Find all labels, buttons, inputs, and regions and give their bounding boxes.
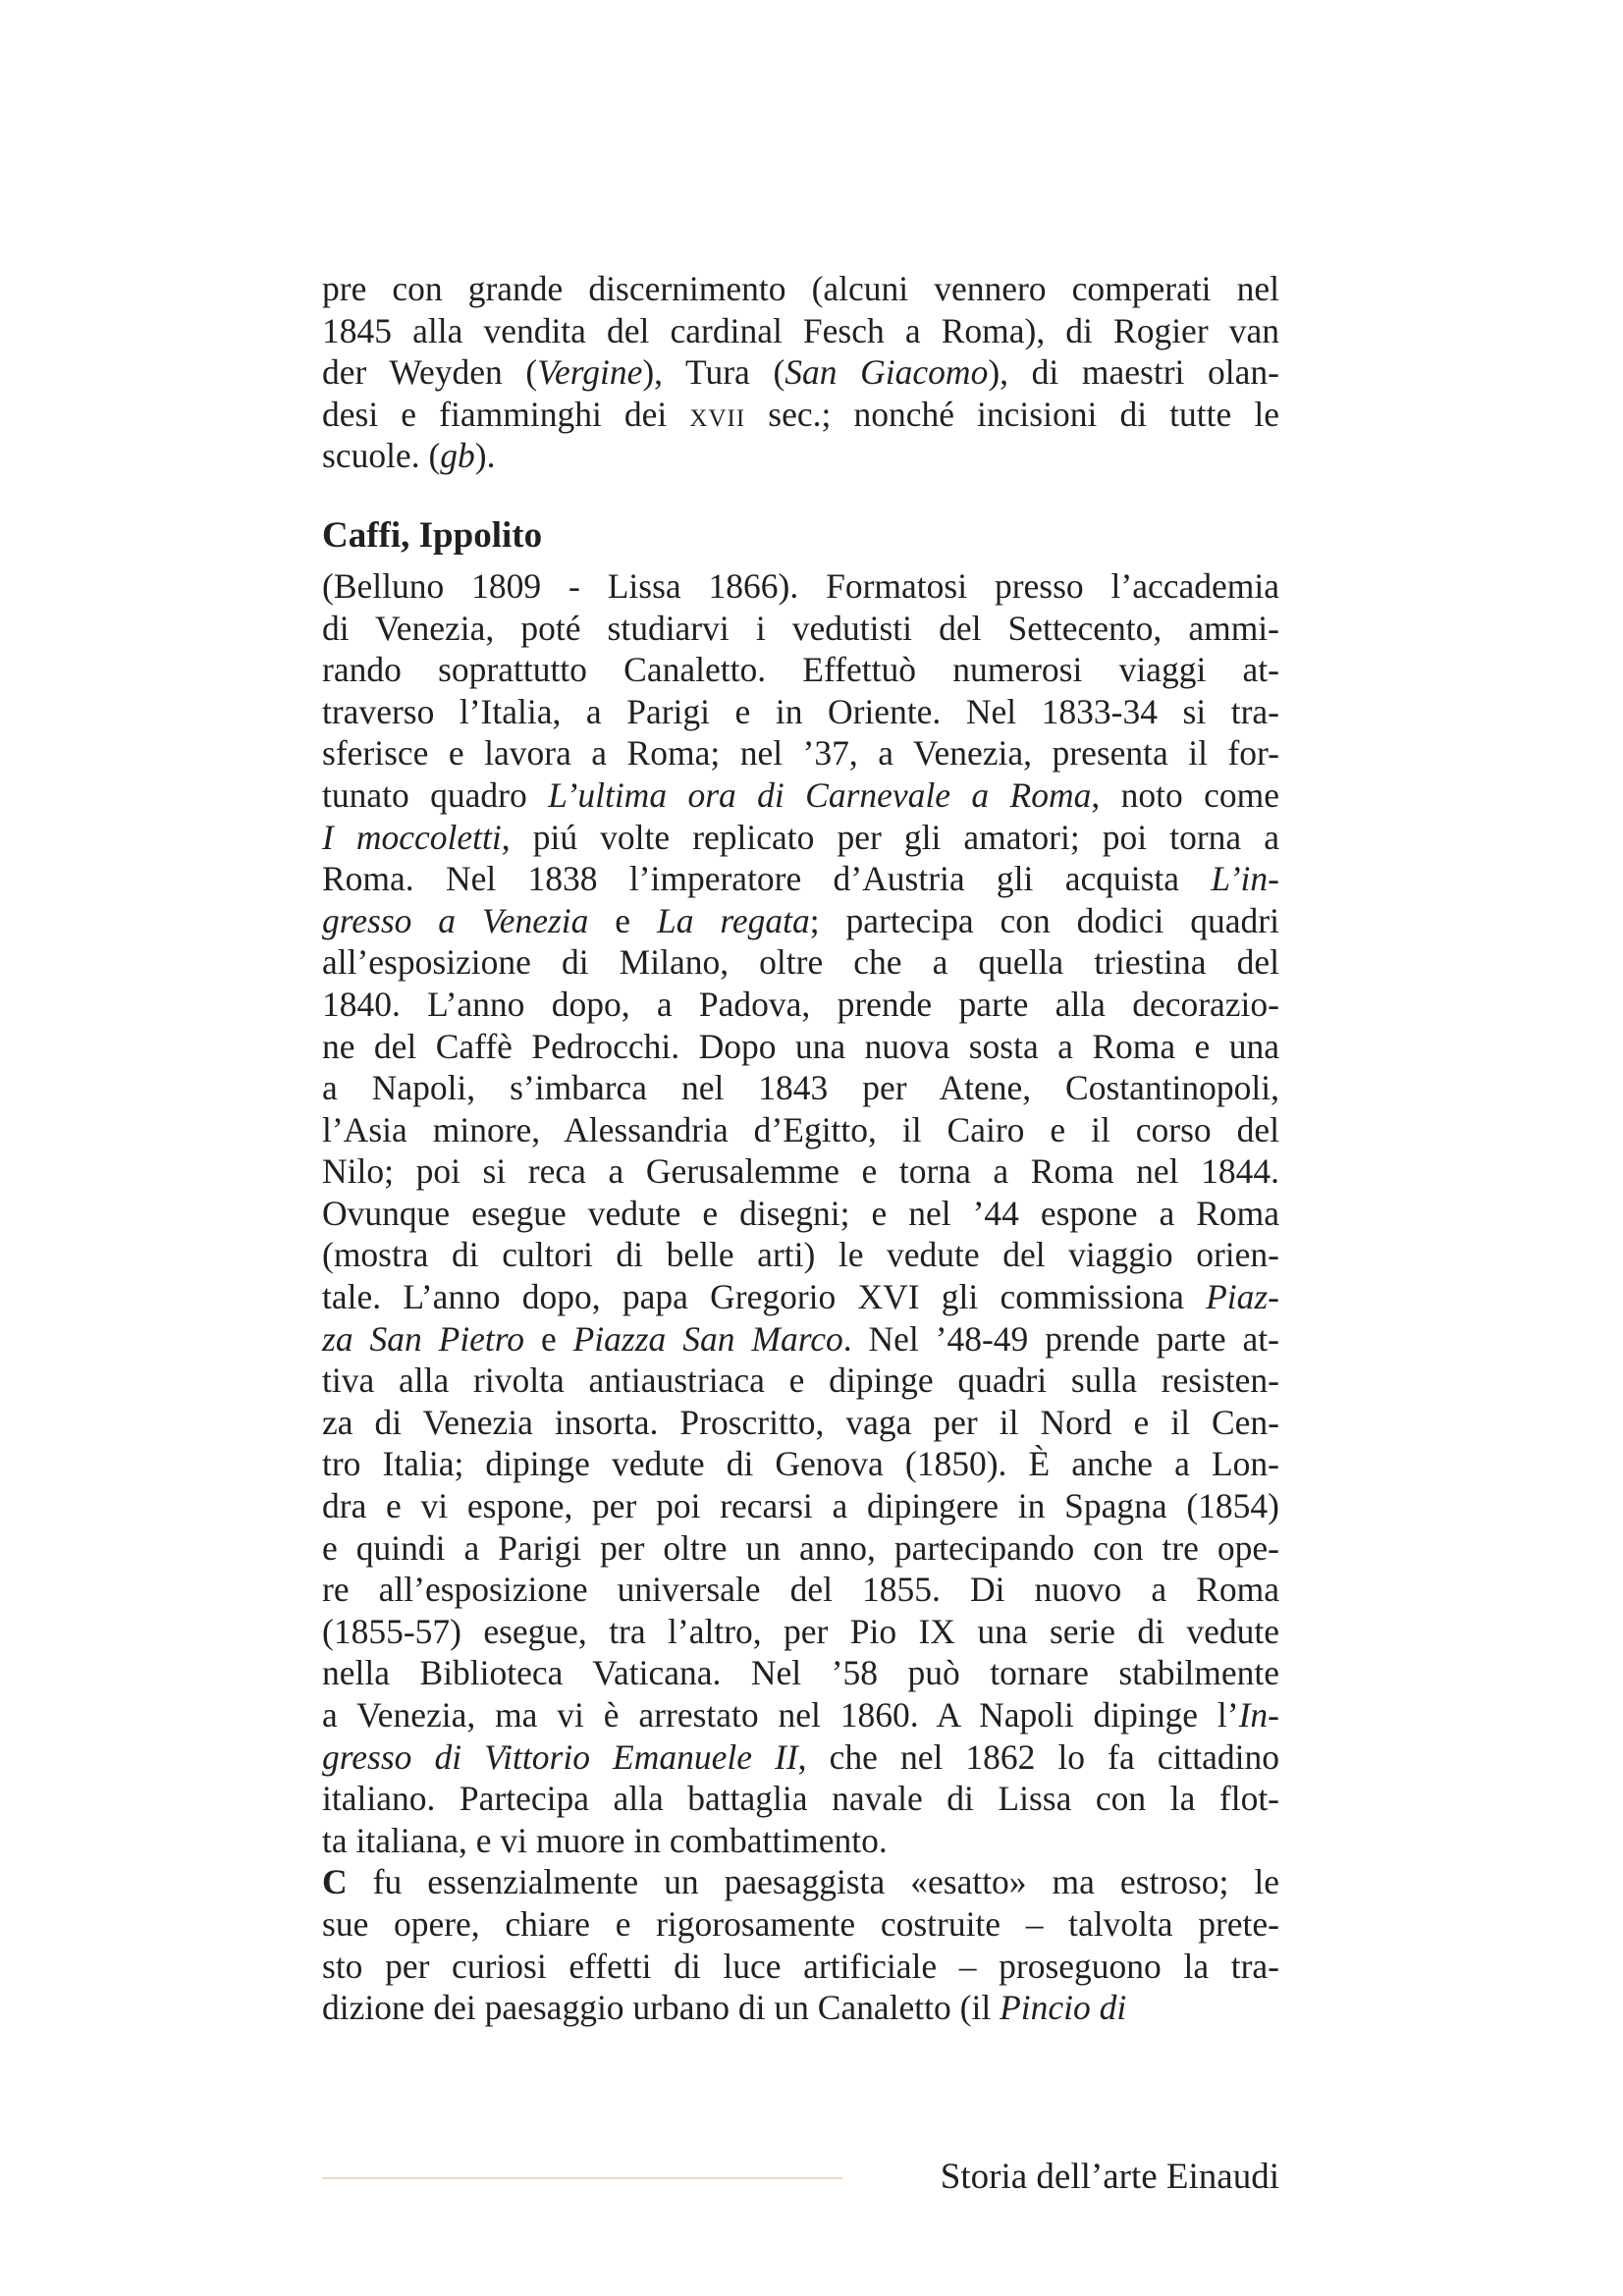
text-line (322, 900, 1279, 942)
text-line (322, 1820, 1279, 1862)
italic-run: La regata (656, 900, 810, 940)
italic-run: gresso a Venezia (322, 900, 589, 940)
text-run: ), Tura ( (642, 352, 785, 393)
text-run: tro Italia; dipinge vedute di Genova (1850). È anche a Lon- (322, 1444, 1279, 1484)
text-line (322, 1611, 1279, 1653)
footer-rule (322, 2177, 842, 2179)
text-line (322, 1694, 1279, 1736)
text-line (322, 1193, 1279, 1235)
italic-run: Piazza San Marco (572, 1318, 843, 1359)
text-line (322, 1987, 1279, 2029)
text-line (322, 268, 1279, 310)
text-run: 1845 alla vendita del cardinal Fesch a Roma), di Rogier van (322, 310, 1279, 350)
text-line (322, 1443, 1279, 1485)
text-run: e quindi a Parigi per oltre un anno, partecipando con tre ope- (322, 1527, 1279, 1568)
entry-heading: Caffi, Ippolito (322, 514, 543, 556)
text-line (322, 1903, 1279, 1946)
text-run: fu essenzialmente un paesaggista «esatto» ma estroso; le (347, 1862, 1279, 1902)
text-line (322, 1946, 1279, 1988)
text-run: rando soprattutto Canaletto. Effettuò numerosi viaggi at- (322, 650, 1279, 690)
text-line (322, 732, 1279, 774)
text-run: der Weyden ( (322, 352, 538, 393)
entry-heading-wrap (322, 514, 1279, 558)
text-run: sec.; nonché incisioni di tutte le (745, 394, 1279, 434)
text-line (322, 817, 1279, 859)
text-run: , noto come (1091, 774, 1280, 815)
text-run: ). (474, 436, 496, 476)
text-line (322, 1778, 1279, 1820)
italic-run: I moccoletti (322, 817, 502, 857)
text-line (322, 1360, 1279, 1402)
text-line (322, 310, 1279, 352)
italic-run: L’in- (1211, 859, 1279, 899)
page-footer (322, 2120, 1279, 2197)
text-run: Roma. Nel 1838 l’imperatore d’Austria gli acquista (322, 859, 1212, 899)
italic-run: L’ultima ora di Carnevale a Roma (548, 774, 1092, 815)
text-line (322, 1150, 1279, 1193)
footer-title: Storia dell’arte Einaudi (940, 2157, 1279, 2197)
text-run: sto per curiosi effetti di luce artificiale – proseguono la tra- (322, 1946, 1279, 1986)
text-run: ; partecipa con dodici quadri (809, 900, 1279, 940)
text-run: e (588, 900, 657, 940)
text-line (322, 435, 1279, 477)
entry-body-paragraph (322, 565, 1279, 1861)
italic-run: gb (440, 436, 475, 476)
text-line (322, 984, 1279, 1026)
text-line (322, 1652, 1279, 1694)
text-run: Ovunque esegue vedute e disegni; e nel ’44 espone a Roma (322, 1193, 1279, 1233)
text-line (322, 1402, 1279, 1444)
text-run: dizione dei paesaggio urbano di un Canaletto (il (322, 1988, 1001, 2028)
text-run: nella Biblioteca Vaticana. Nel ’58 può tornare stabilmente (322, 1653, 1279, 1693)
entry-closing-paragraph (322, 1861, 1279, 2028)
text-run: sue opere, chiare e rigorosamente costruite – talvolta prete- (322, 1903, 1279, 1944)
text-line (322, 1861, 1279, 1903)
italic-run: San Giacomo (784, 352, 989, 393)
text-run: italiano. Partecipa alla battaglia navale di Lissa con la flot- (322, 1779, 1279, 1819)
text-line (322, 1067, 1279, 1109)
text-run: ne del Caffè Pedrocchi. Dopo una nuova sosta a Roma e una (322, 1026, 1279, 1066)
text-run: za di Venezia insorta. Proscritto, vaga per il Nord e il Cen- (322, 1402, 1279, 1442)
text-run: ), di maestri olan- (988, 352, 1279, 393)
text-line (322, 351, 1279, 394)
text-run: a Venezia, ma vi è arrestato nel 1860. A Napoli dipinge l’ (322, 1695, 1239, 1735)
text-line (322, 941, 1279, 984)
text-run: (1855-57) esegue, tra l’altro, per Pio IX una serie di vedute (322, 1611, 1279, 1651)
text-line (322, 394, 1279, 436)
text-line (322, 774, 1279, 817)
text-run: (mostra di cultori di belle arti) le vedute del viaggio orien- (322, 1235, 1279, 1275)
text-run: traverso l’Italia, a Parigi e in Oriente. Nel 1833-34 si tra- (322, 691, 1279, 731)
text-run: tunato quadro (322, 774, 549, 815)
text-line (322, 1485, 1279, 1527)
text-run: re all’esposizione universale del 1855. Di nuovo a Roma (322, 1570, 1279, 1610)
text-run: , piú volte replicato per gli amatori; poi torna a (501, 817, 1279, 857)
text-run: 1840. L’anno dopo, a Padova, prende parte alla decorazio- (322, 984, 1279, 1024)
text-line (322, 1318, 1279, 1361)
text-run: scuole. ( (322, 436, 441, 476)
italic-run: gresso di Vittorio Emanuele II (322, 1736, 798, 1777)
text-run: sferisce e lavora a Roma; nel ’37, a Venezia, presenta il for- (322, 733, 1279, 774)
text-run: e (524, 1318, 573, 1359)
text-line (322, 1109, 1279, 1151)
text-run: . Nel ’48-49 prende parte at- (842, 1318, 1279, 1359)
text-line (322, 565, 1279, 608)
text-line (322, 608, 1279, 650)
bold-run: C (322, 1862, 348, 1902)
text-line (322, 858, 1279, 900)
text-run: di Venezia, poté studiarvi i vedutisti del Settecento, ammi- (322, 608, 1279, 648)
italic-run: Pincio di (1000, 1988, 1127, 2028)
italic-run: In- (1238, 1695, 1279, 1735)
text-line (322, 1736, 1279, 1779)
text-line (322, 1234, 1279, 1276)
text-run: desi e fiamminghi dei (322, 394, 690, 434)
italic-run: Piaz- (1206, 1277, 1279, 1317)
text-run: pre con grande discernimento (alcuni vennero comperati nel (322, 269, 1279, 308)
italic-run: za San Pietro (322, 1318, 525, 1359)
text-run: ta italiana, e vi muore in combattimento. (322, 1820, 888, 1860)
text-line (322, 1276, 1279, 1318)
text-run: (Belluno 1809 - Lissa 1866). Formatosi presso l’accademia (322, 565, 1279, 606)
text-run: a Napoli, s’imbarca nel 1843 per Atene, Costantinopoli, (322, 1068, 1279, 1108)
text-line (322, 649, 1279, 691)
text-line (322, 1026, 1279, 1068)
text-line (322, 1527, 1279, 1570)
text-line (322, 1569, 1279, 1611)
intro-paragraph (322, 268, 1279, 477)
text-line (322, 691, 1279, 733)
text-run: l’Asia minore, Alessandria d’Egitto, il Cairo e il corso del (322, 1109, 1279, 1149)
smallcaps-run: xvii (689, 394, 746, 434)
text-run: dra e vi espone, per poi recarsi a dipingere in Spagna (1854) (322, 1486, 1279, 1526)
text-run: Nilo; poi si reca a Gerusalemme e torna a Roma nel 1844. (322, 1151, 1279, 1192)
italic-run: Vergine (537, 352, 643, 393)
text-run: tiva alla rivolta antiaustriaca e dipinge quadri sulla resisten- (322, 1361, 1279, 1401)
text-run: , che nel 1862 lo fa cittadino (797, 1736, 1279, 1777)
text-run: tale. L’anno dopo, papa Gregorio XVI gli commissiona (322, 1277, 1207, 1317)
text-column (322, 268, 1279, 2029)
text-run: all’esposizione di Milano, oltre che a quella triestina del (322, 942, 1279, 983)
